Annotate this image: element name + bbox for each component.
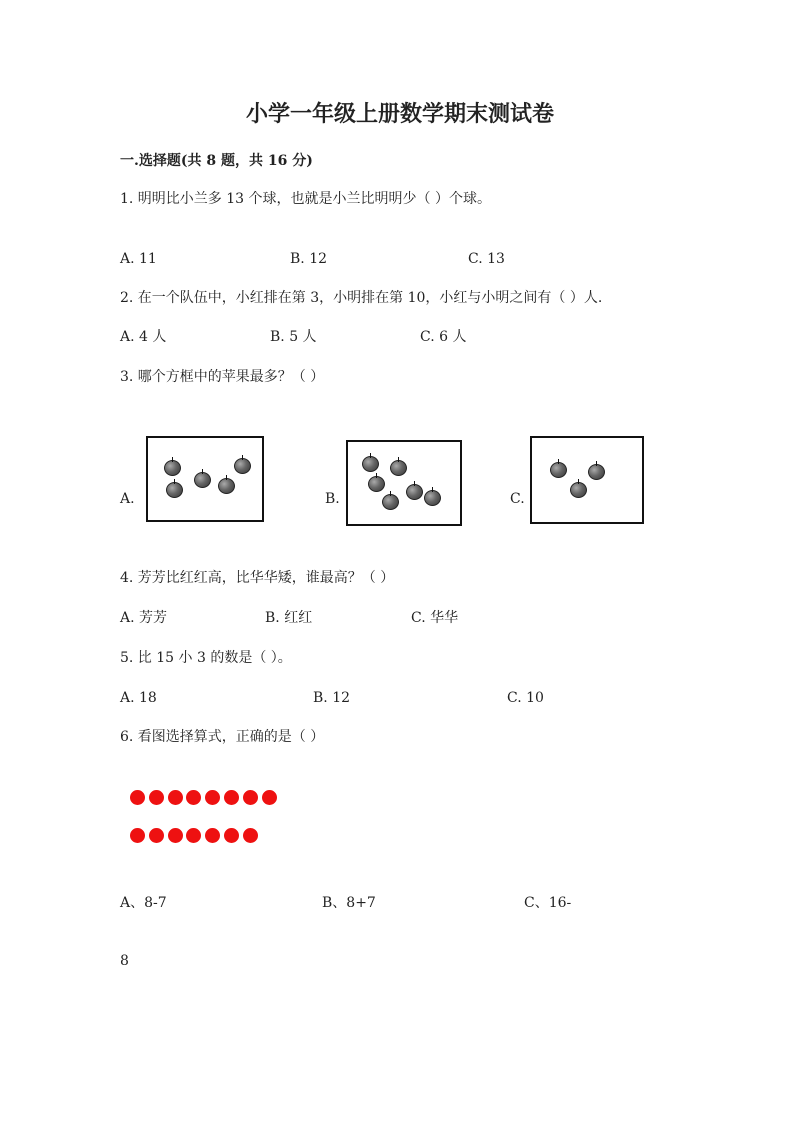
- question-3-stem: 3. 哪个方框中的苹果最多？（ ）: [120, 369, 325, 385]
- question-5-option-b[interactable]: B. 12: [313, 690, 351, 706]
- question-1-option-a[interactable]: A. 11: [120, 251, 157, 267]
- red-dot: [149, 828, 164, 843]
- question-6-option-a[interactable]: A、8-7: [120, 895, 167, 911]
- apple-icon: [368, 476, 385, 492]
- apple-icon: [406, 484, 423, 500]
- question-2-option-b[interactable]: B. 5 人: [270, 329, 317, 345]
- question-2-stem: 2. 在一个队伍中，小红排在第 3，小明排在第 10，小红与小明之间有（ ）人.: [120, 290, 603, 306]
- apple-icon: [570, 482, 587, 498]
- question-6-option-c[interactable]: C、16-: [524, 895, 572, 911]
- red-dot: [243, 790, 258, 805]
- page-title: 小学一年级上册数学期末测试卷: [245, 101, 554, 127]
- apple-icon: [218, 478, 235, 494]
- question-1-stem: 1. 明明比小兰多 13 个球，也就是小兰比明明少（ ）个球。: [120, 191, 491, 207]
- question-4-stem: 4. 芳芳比红红高，比华华矮，谁最高？（ ）: [120, 570, 395, 586]
- apple-box-c: [530, 436, 644, 524]
- question-2-option-c[interactable]: C. 6 人: [420, 329, 467, 345]
- section-heading: 一.选择题(共 8 题，共 16 分): [120, 153, 313, 169]
- question-3-option-a[interactable]: A.: [120, 491, 135, 507]
- question-5-option-c[interactable]: C. 10: [507, 690, 544, 706]
- red-dot: [130, 828, 145, 843]
- red-dot: [186, 828, 201, 843]
- question-2-option-a[interactable]: A. 4 人: [120, 329, 167, 345]
- apple-icon: [390, 460, 407, 476]
- question-4-option-c[interactable]: C. 华华: [411, 610, 459, 626]
- question-6-stem: 6. 看图选择算式，正确的是（ ）: [120, 729, 325, 745]
- apple-icon: [164, 460, 181, 476]
- question-4-option-b[interactable]: B. 红红: [265, 610, 313, 626]
- red-dot: [130, 790, 145, 805]
- red-dot: [243, 828, 258, 843]
- question-1-option-b[interactable]: B. 12: [290, 251, 328, 267]
- red-dot: [224, 790, 239, 805]
- question-3-option-c[interactable]: C.: [510, 491, 525, 507]
- red-dot: [205, 828, 220, 843]
- red-dot: [149, 790, 164, 805]
- question-5-option-a[interactable]: A. 18: [120, 690, 157, 706]
- red-dot: [168, 828, 183, 843]
- apple-icon: [382, 494, 399, 510]
- apple-icon: [194, 472, 211, 488]
- red-dot: [224, 828, 239, 843]
- question-3-option-b[interactable]: B.: [325, 491, 340, 507]
- apple-box-a: [146, 436, 264, 522]
- red-dot: [205, 790, 220, 805]
- apple-icon: [424, 490, 441, 506]
- red-dot: [262, 790, 277, 805]
- apple-icon: [166, 482, 183, 498]
- apple-icon: [550, 462, 567, 478]
- question-6-option-c-continuation: 8: [120, 953, 129, 969]
- apple-icon: [588, 464, 605, 480]
- apple-icon: [362, 456, 379, 472]
- apple-box-b: [346, 440, 462, 526]
- question-4-option-a[interactable]: A. 芳芳: [120, 610, 168, 626]
- apple-icon: [234, 458, 251, 474]
- question-1-option-c[interactable]: C. 13: [468, 251, 505, 267]
- question-6-option-b[interactable]: B、8+7: [322, 895, 376, 911]
- question-5-stem: 5. 比 15 小 3 的数是（ ）。: [120, 650, 292, 666]
- red-dot: [168, 790, 183, 805]
- red-dot: [186, 790, 201, 805]
